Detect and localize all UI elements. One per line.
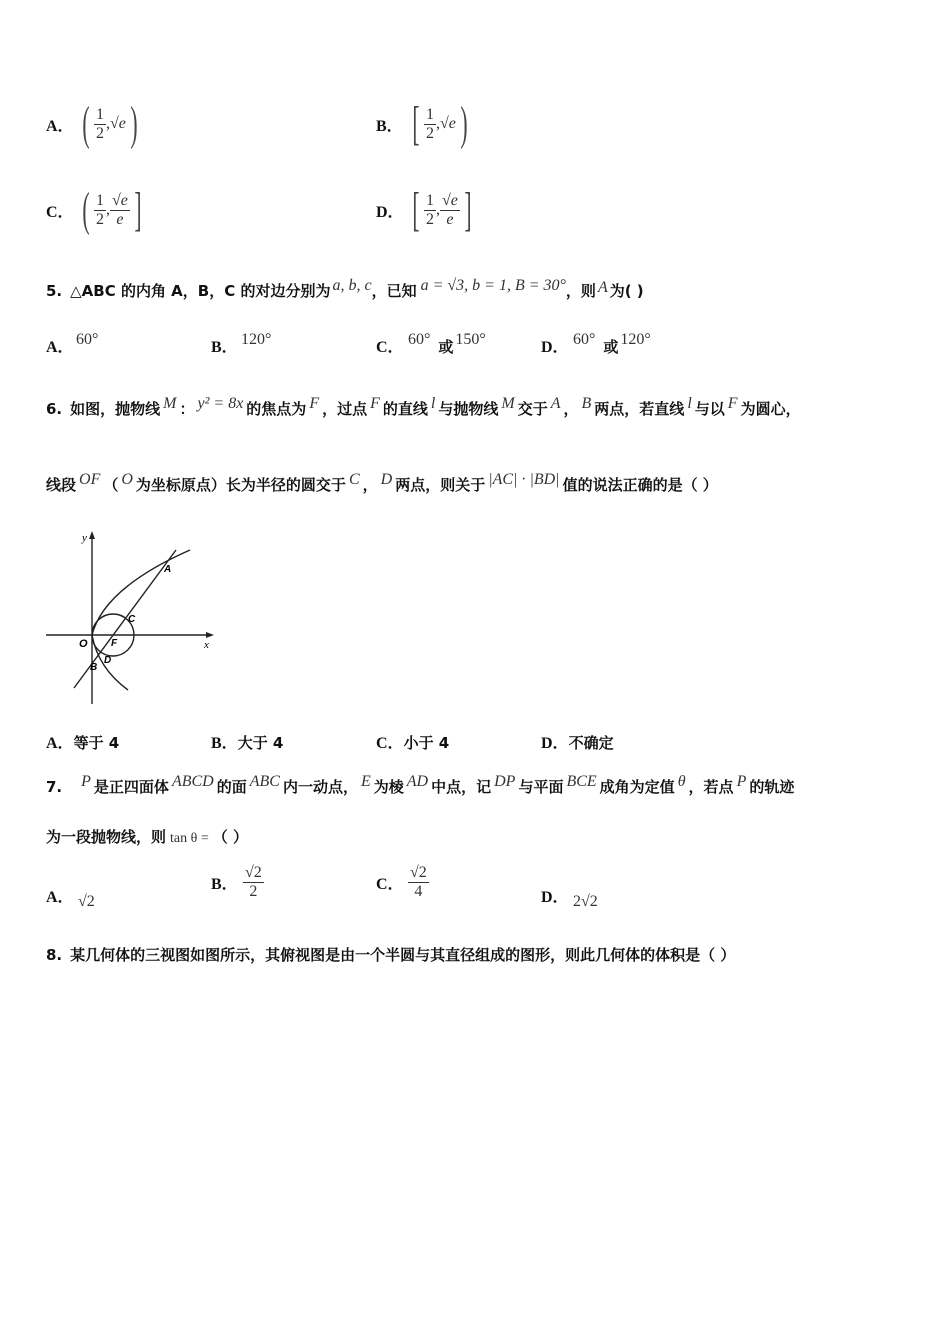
comma: , <box>435 115 440 132</box>
q5-text-3: ，则 <box>565 282 596 300</box>
question-number: 5. <box>46 282 63 300</box>
option-label: C． <box>376 735 404 752</box>
stem-text: 的面 <box>216 778 247 796</box>
option-label: B． <box>376 117 403 135</box>
stem-text: 与抛物线 <box>438 400 499 418</box>
option-label: C． <box>376 875 404 893</box>
math-symbol: l <box>687 395 692 412</box>
right-bracket: ) <box>130 97 138 150</box>
q7-stem-line-1 <box>46 773 795 797</box>
option-text: 小于 4 <box>403 734 450 752</box>
stem-text: ，若点 <box>688 778 734 796</box>
q6-option-d <box>541 730 614 753</box>
math-symbol: A <box>550 395 561 412</box>
option-label: D． <box>376 203 404 221</box>
stem-text: ， <box>563 400 579 418</box>
math-symbol: DP <box>494 773 516 790</box>
option-text: 等于 4 <box>73 734 120 752</box>
stem-text: 线段 <box>46 476 77 494</box>
math-symbol: O <box>121 471 133 488</box>
question-number: 7. <box>46 778 63 796</box>
comma: , <box>105 115 110 132</box>
option-label: B． <box>211 339 238 356</box>
option-label: C． <box>376 339 404 356</box>
math-symbol: D <box>380 471 393 488</box>
tan-theta: tan θ = <box>170 831 209 846</box>
option-fraction: $\frac{√2}{2}$ <box>245 864 262 900</box>
q7-line-2-paren: （ ） <box>212 828 248 846</box>
math-symbol: ABCD <box>171 773 214 790</box>
q8-text: 某几何体的三视图如图所示，其俯视图是由一个半圆与其直径组成的图形，则此几何体的体积是（ ） <box>70 946 736 964</box>
stem-text: 的直线 <box>382 400 428 418</box>
right-bracket: ) <box>460 97 468 150</box>
option-text: 不确定 <box>568 734 614 752</box>
right-bracket: ] <box>464 183 472 236</box>
stem-text: 内一动点， <box>282 778 358 796</box>
q7-stem-line-2 <box>46 826 248 847</box>
option-value: 60° <box>573 331 596 348</box>
left-bracket: [ <box>412 97 420 150</box>
math-symbol: F <box>370 395 380 412</box>
stem-text: 的轨迹 <box>749 778 795 796</box>
or-word: 或 <box>438 338 454 356</box>
q4-option-c <box>46 183 146 236</box>
q7-option-d <box>541 884 598 910</box>
q5-option-c <box>376 331 486 357</box>
option-label: C． <box>46 203 74 221</box>
stem-text: 如图，抛物线 <box>70 400 161 418</box>
label-c: C <box>128 614 136 625</box>
label-b: B <box>90 662 98 673</box>
q5-option-d <box>541 331 651 357</box>
option-label: A． <box>46 889 74 906</box>
stem-text: 交于 <box>517 400 548 418</box>
q6-stem-line-2 <box>46 471 718 495</box>
option-label: D． <box>541 735 569 752</box>
parabola-diagram <box>44 528 218 708</box>
q5-text-4: 为( ) <box>609 282 644 300</box>
option-label: A． <box>46 117 74 135</box>
q7-line-1-content <box>78 773 795 797</box>
fraction: $\frac{1}{2}$ <box>95 191 104 228</box>
option-value: 60° <box>408 331 431 348</box>
option-value-2: 150° <box>455 331 486 348</box>
math-symbol: ABC <box>249 773 280 790</box>
fraction-sqrt-e-over-e: $\frac{√e}{e}$ <box>111 191 128 228</box>
sqrt-e: √e <box>439 115 456 132</box>
q6-parabola-figure <box>44 528 218 708</box>
q4-option-d <box>376 183 476 236</box>
stem-text: 两点，则关于 <box>395 476 486 494</box>
option-label: B． <box>211 735 238 752</box>
left-bracket: ( <box>82 183 90 236</box>
option-value: √2 <box>78 892 95 910</box>
comma: , <box>105 201 110 218</box>
stem-text: ，过点 <box>322 400 368 418</box>
q6-options <box>46 730 886 752</box>
fraction: $\frac{1}{2}$ <box>95 105 104 142</box>
option-label: D． <box>541 889 569 906</box>
label-f: F <box>111 638 118 649</box>
q5-stem <box>46 277 644 301</box>
stem-text: 中点，记 <box>431 778 492 796</box>
option-label: B． <box>211 875 238 893</box>
q5-vars: a, b, c <box>332 277 372 294</box>
label-x: x <box>204 639 209 651</box>
option-text: 大于 4 <box>237 734 284 752</box>
q4-option-a <box>46 97 142 150</box>
math-symbol: P <box>736 773 747 790</box>
sqrt-e: √e <box>109 115 126 132</box>
x-axis-arrow <box>206 632 214 638</box>
q6-option-a <box>46 730 119 753</box>
math-symbol: y² = 8x <box>197 395 244 412</box>
question-number: 6. <box>46 400 63 418</box>
stem-text: 的焦点为 <box>246 400 307 418</box>
q5-text-1: △ABC 的内角 A，B，C 的对边分别为 <box>70 282 331 300</box>
option-value: 60° <box>76 331 99 348</box>
q6-line-1-content <box>70 395 801 419</box>
option-value: 2√2 <box>573 892 598 910</box>
q7-option-a <box>46 884 95 910</box>
fraction: $\frac{1}{2}$ <box>425 191 434 228</box>
q7-option-c <box>376 864 429 900</box>
parabola-curve <box>92 550 190 690</box>
q8-stem <box>46 944 735 965</box>
stem-text: ， <box>362 476 378 494</box>
right-bracket: ] <box>134 183 142 236</box>
stem-text: 两点，若直线 <box>594 400 685 418</box>
stem-text: 为坐标原点）长为半径的圆交于 <box>135 476 346 494</box>
stem-text: 成角为定值 <box>599 778 675 796</box>
fraction: $\frac{1}{2}$ <box>425 105 434 142</box>
left-bracket: ( <box>82 97 90 150</box>
q5-condition: a = √3, b = 1, B = 30° <box>420 277 566 294</box>
label-y: y <box>82 532 87 544</box>
math-symbol: F <box>727 395 738 412</box>
option-label: A． <box>46 339 74 356</box>
stem-text: 与以 <box>694 400 725 418</box>
label-o: O <box>79 638 88 650</box>
stem-text: 为棱 <box>373 778 404 796</box>
math-symbol: C <box>348 471 360 488</box>
q7-option-b <box>211 864 264 900</box>
question-number: 8. <box>46 946 63 964</box>
option-fraction: $\frac{√2}{4}$ <box>410 864 427 900</box>
math-symbol: θ <box>677 773 686 790</box>
math-symbol: |AC| · |BD| <box>488 471 560 488</box>
math-symbol: M <box>163 395 177 412</box>
q5-angle-a: A <box>597 279 608 296</box>
math-symbol: F <box>309 395 320 412</box>
stem-text: （ <box>103 476 119 494</box>
q6-line-2-content <box>46 471 718 495</box>
q5-option-b <box>211 331 272 357</box>
q5-option-a <box>46 331 99 357</box>
stem-text: 是正四面体 <box>93 778 169 796</box>
math-symbol: B <box>581 395 592 412</box>
q6-option-c <box>376 730 449 753</box>
option-label: A． <box>46 735 74 752</box>
option-value: 120° <box>241 331 272 348</box>
math-symbol: OF <box>79 471 101 488</box>
math-symbol: l <box>430 395 436 412</box>
comma: , <box>435 201 440 218</box>
q7-line-2-text: 为一段抛物线，则 <box>46 828 167 846</box>
stem-text: 为圆心， <box>740 400 801 418</box>
math-symbol: E <box>360 773 371 790</box>
y-axis-arrow <box>89 531 95 539</box>
math-symbol: P <box>81 773 91 790</box>
q4-option-b <box>376 97 472 150</box>
math-symbol: BCE <box>566 773 597 790</box>
label-d: D <box>104 655 112 666</box>
q6-stem-line-1 <box>46 395 801 419</box>
q5-text-2: ，已知 <box>371 282 417 300</box>
option-value-2: 120° <box>620 331 651 348</box>
label-a: A <box>164 564 172 575</box>
stem-text: ： <box>179 400 195 418</box>
q6-option-b <box>211 730 283 753</box>
fraction-sqrt-e-over-e: $\frac{√e}{e}$ <box>441 191 458 228</box>
option-label: D． <box>541 339 569 356</box>
or-word: 或 <box>603 338 619 356</box>
stem-text: 值的说法正确的是（ ） <box>562 476 718 494</box>
math-symbol: AD <box>406 773 429 790</box>
left-bracket: [ <box>412 183 420 236</box>
stem-text: 与平面 <box>518 778 564 796</box>
math-symbol: M <box>501 395 515 412</box>
